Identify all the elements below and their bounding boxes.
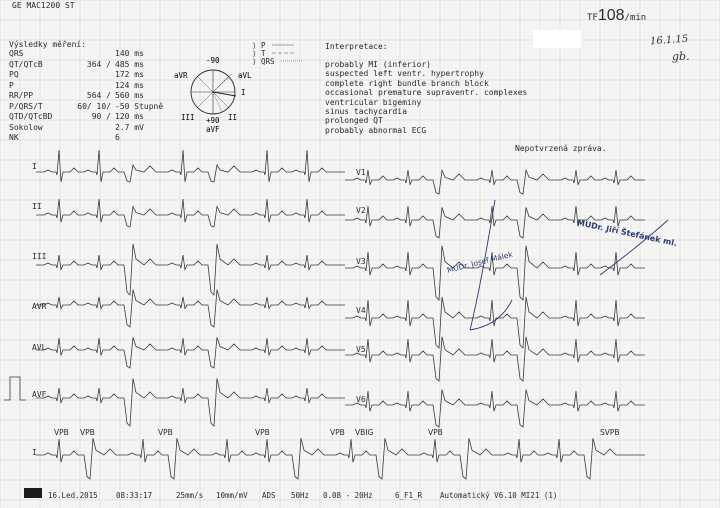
measurement-label: NK bbox=[9, 133, 19, 142]
axis-label-i: I bbox=[241, 88, 246, 97]
signature-primary: MUDr. Jiří Štefánek ml. bbox=[576, 218, 678, 249]
axis-label-iii: III bbox=[181, 113, 195, 122]
lead-label-rhythm: I bbox=[32, 448, 37, 457]
lead-label-v5: V5 bbox=[356, 345, 366, 354]
measurement-label: QTD/QTcBD bbox=[9, 112, 53, 121]
footer-time: 08:33:17 bbox=[116, 491, 153, 500]
lead-label-ii: II bbox=[32, 202, 42, 211]
rhythm-annotation: VPB bbox=[158, 428, 173, 437]
handwritten-date: 16.1.15 bbox=[649, 33, 689, 48]
axis-label-avl: aVL bbox=[238, 71, 252, 80]
rhythm-annotation: VPB bbox=[428, 428, 443, 437]
measurement-value: 140 ms bbox=[115, 49, 144, 58]
interpretation-statement: prolonged QT bbox=[325, 116, 383, 126]
measurement-label: QRS bbox=[9, 49, 24, 58]
lead-label-avl: AVL bbox=[32, 343, 47, 352]
legend-bullet-icon: ⟩ bbox=[252, 57, 262, 66]
lead-label-v4: V4 bbox=[356, 306, 366, 315]
measurement-value-primary: 564 / bbox=[86, 91, 111, 100]
lead-label-avr: AVR bbox=[32, 302, 47, 311]
footer-marker bbox=[24, 488, 42, 498]
footer-date: 16.Led.2015 bbox=[48, 491, 98, 500]
calibration-pulse bbox=[4, 377, 26, 400]
axis-label-avf: aVF bbox=[206, 125, 220, 134]
interpretation-statement: suspected left ventr. hypertrophy bbox=[325, 69, 484, 79]
interpretation-statement: ventricular bigeminy bbox=[325, 97, 422, 107]
footer-bar bbox=[0, 482, 720, 508]
rhythm-annotation: VPB bbox=[80, 428, 95, 437]
footer-software: Automatický V6.10 MI21 (1) bbox=[440, 491, 558, 500]
interpretation-statement: occasional premature supraventr. complexes bbox=[325, 88, 528, 98]
measurement-value: 172 ms bbox=[115, 70, 144, 79]
legend-label: T bbox=[261, 49, 266, 58]
ecg-trace bbox=[36, 290, 345, 327]
measurement-value: 120 ms bbox=[115, 112, 144, 121]
measurement-label: P bbox=[9, 80, 14, 90]
measurement-value-primary: 90 / bbox=[91, 112, 111, 121]
signature-secondary: MUDr. Josef Málek bbox=[446, 249, 514, 275]
axis-label-avr: aVR bbox=[174, 71, 188, 80]
lead-label-i: I bbox=[32, 162, 37, 171]
footer-speed: 25mm/s bbox=[176, 491, 204, 500]
ecg-trace bbox=[345, 390, 645, 427]
measurement-value: -50 Stupně bbox=[115, 101, 164, 111]
heart-rate-unit: /min bbox=[624, 13, 647, 23]
footer-ads: ADS bbox=[262, 491, 276, 500]
interpretation-title: Interpretace: bbox=[325, 42, 388, 51]
measurement-label: Sokolow bbox=[9, 122, 43, 132]
interpretation-statement: probably MI (inferior) bbox=[325, 60, 431, 69]
ecg-trace bbox=[345, 337, 645, 381]
axis-label-top: -90 bbox=[206, 56, 220, 65]
ecg-trace bbox=[36, 378, 345, 426]
rhythm-annotation: SVPB bbox=[600, 428, 620, 437]
ecg-trace bbox=[345, 297, 645, 348]
footer-mains: 50Hz bbox=[291, 491, 310, 500]
axis-label-ii: II bbox=[228, 113, 238, 122]
lead-label-v2: V2 bbox=[356, 206, 366, 215]
interpretation-statement: complete right bundle branch block bbox=[325, 78, 489, 88]
unconfirmed-report-note: Nepotvrzená zpráva. bbox=[515, 144, 607, 153]
measurement-value: 485 ms bbox=[115, 59, 144, 69]
measurement-value-primary: 364 / bbox=[86, 59, 111, 69]
measurement-value: 2.7 mV bbox=[115, 122, 144, 132]
measurement-value: 560 ms bbox=[115, 91, 144, 100]
measurement-value: 124 ms bbox=[115, 80, 144, 90]
measurements-title: Výsledky měření: bbox=[9, 40, 87, 49]
legend-label: P bbox=[261, 41, 266, 50]
legend-bullet-icon: ⟩ bbox=[252, 49, 262, 58]
lead-label-v1: V1 bbox=[356, 168, 366, 177]
ecg-trace bbox=[36, 150, 345, 182]
lead-label-avf: AVF bbox=[32, 390, 47, 399]
interpretation-statement: sinus tachycardia bbox=[325, 107, 407, 117]
lead-label-v3: V3 bbox=[356, 257, 366, 266]
handwritten-strokes bbox=[470, 200, 668, 330]
heart-rate-prefix: TF bbox=[587, 13, 598, 23]
interpretation-statement: probably abnormal ECG bbox=[325, 125, 427, 135]
measurement-label: PQ bbox=[9, 70, 19, 79]
rhythm-annotation: VPB bbox=[54, 428, 69, 437]
footer-gain: 10mm/mV bbox=[216, 491, 248, 500]
ecg-trace bbox=[36, 337, 345, 368]
lead-label-v6: V6 bbox=[356, 395, 366, 404]
lead-label-iii: III bbox=[32, 252, 47, 261]
rhythm-annotation: VBIG bbox=[355, 428, 374, 437]
ecg-trace bbox=[36, 244, 345, 295]
ecg-trace bbox=[36, 199, 345, 227]
measurement-label: QT/QTcB bbox=[9, 59, 43, 69]
handwritten-initials: gb. bbox=[672, 50, 690, 63]
legend-label: QRS bbox=[261, 57, 275, 66]
measurement-value: 6 bbox=[115, 133, 120, 142]
axis-label-plus90: +90 bbox=[206, 116, 220, 125]
heart-rate-value: 108 bbox=[597, 7, 625, 24]
measurement-label: RR/PP bbox=[9, 91, 34, 100]
ecg-trace bbox=[36, 438, 645, 479]
measurement-label: P/QRS/T bbox=[9, 101, 43, 111]
rhythm-annotation: VPB bbox=[330, 428, 345, 437]
footer-filter: 0.08 - 20Hz bbox=[323, 491, 373, 500]
measurement-value-primary: 60/ 10/ bbox=[77, 101, 111, 111]
legend-bullet-icon: ⟩ bbox=[252, 41, 262, 50]
device-model: GE MAC1200 ST bbox=[12, 1, 75, 10]
footer-format: 6_F1_R bbox=[395, 491, 423, 500]
rhythm-annotation: VPB bbox=[255, 428, 270, 437]
ecg-trace bbox=[345, 170, 645, 194]
